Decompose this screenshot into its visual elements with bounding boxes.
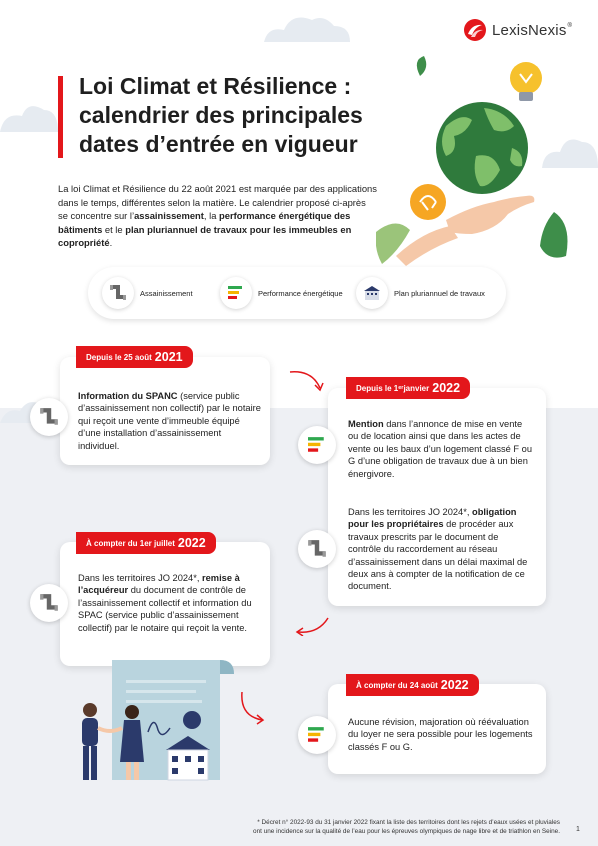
pipe-icon bbox=[30, 398, 68, 436]
brand-logo bbox=[463, 18, 572, 42]
pipe-icon bbox=[30, 584, 68, 622]
pill-label: À compter du 1er juillet bbox=[86, 538, 175, 548]
pill-year: 2022 bbox=[177, 536, 206, 550]
card-text-2021 bbox=[78, 390, 263, 452]
card-body: dans l’annonce de mise en vente ou de location ainsi que dans les actes de vente ou les baux d’un logement classé F ou G d’une obligation de travaux due à un bien énergivore. bbox=[348, 419, 532, 479]
title-accent-bar bbox=[58, 76, 63, 158]
lightbulb-icon bbox=[510, 62, 542, 94]
pill-sup: er bbox=[398, 385, 404, 391]
card-text-2022-janvier-2 bbox=[348, 506, 533, 593]
title-line-3: dates d’entrée en vigueur bbox=[79, 131, 358, 157]
leaf-icon bbox=[540, 212, 568, 258]
pill-label: Depuis le 25 août bbox=[86, 352, 152, 362]
lexisnexis-logo-icon bbox=[463, 18, 487, 42]
legend-item-performance bbox=[220, 277, 343, 309]
date-pill-2022-janvier bbox=[346, 377, 470, 399]
curved-arrow-icon bbox=[288, 368, 328, 394]
energy-label-icon bbox=[298, 716, 336, 754]
card-bold: remise à l’acquéreur bbox=[78, 573, 240, 596]
energy-label-icon bbox=[298, 426, 336, 464]
energy-label-icon bbox=[220, 277, 252, 309]
contract-handshake-illustration bbox=[70, 650, 240, 790]
brand-name: LexisNexis bbox=[492, 21, 567, 39]
legend-item-plan bbox=[356, 277, 485, 309]
intro-paragraph bbox=[58, 182, 378, 250]
date-pill-2022-juillet bbox=[76, 532, 216, 554]
intro-text-3: et le bbox=[102, 223, 126, 235]
legend-item-assainissement bbox=[102, 277, 193, 309]
legend-bar bbox=[88, 267, 506, 319]
legend-label-plan: Plan pluriannuel de travaux bbox=[394, 288, 485, 298]
date-pill-2022-aout bbox=[346, 674, 479, 696]
date-pill-2021 bbox=[76, 346, 193, 368]
footnote-line-1: * Décret n° 2022-93 du 31 janvier 2022 fixant la liste des territoires dont les rejets d’eaux usées et pluviales bbox=[257, 819, 560, 826]
earth-hand-illustration bbox=[376, 56, 576, 272]
cloud-decoration-top bbox=[262, 10, 352, 44]
building-icon bbox=[356, 277, 388, 309]
card-body: Dans les territoires JO 2024*, bbox=[78, 573, 203, 583]
title-line-1: Loi Climat et Résilience : bbox=[79, 73, 352, 99]
footnote-line-2: ont une incidence sur la qualité de l’eau pour les épreuves olympiques de nage libre et de triathlon en Seine. bbox=[253, 828, 560, 835]
footnote bbox=[190, 818, 560, 836]
curved-arrow-icon bbox=[236, 690, 268, 726]
intro-text-1: La loi Climat et Résilience du 22 août 2021 est marquée par des applications dans le temps, différentes selon la matière. Le calendrier proposé ci-après se concentre sur l’ bbox=[58, 183, 377, 222]
intro-bold-1: assainissement bbox=[134, 210, 204, 222]
intro-text-4: . bbox=[109, 237, 113, 249]
intro-bold-3: plan pluriannuel de travaux pour les immeubles en copropriété bbox=[58, 223, 352, 249]
pill-label: Depuis le 1 bbox=[356, 383, 399, 393]
page-number: 1 bbox=[576, 826, 580, 833]
page-title bbox=[79, 72, 399, 159]
card-body-2: de procéder aux travaux prescrits par le document de contrôle du raccordement au réseau d’assainissement dans un délai maximal de deux ans à compter de la notification de ce document. bbox=[348, 519, 528, 592]
pipe-icon bbox=[298, 530, 336, 568]
card-bold: obligation pour les propriétaires bbox=[348, 507, 517, 530]
card-bold: Information du SPANC bbox=[78, 391, 178, 401]
intro-text-2: , la bbox=[203, 210, 220, 222]
card-body: Dans les territoires JO 2024*, bbox=[348, 507, 473, 517]
pill-year: 2022 bbox=[440, 678, 469, 692]
leaf-icon bbox=[417, 56, 426, 76]
card-text-2022-juillet bbox=[78, 572, 263, 634]
pill-year: 2022 bbox=[432, 381, 461, 395]
curved-arrow-icon bbox=[292, 614, 332, 636]
legend-label-assainissement: Assainissement bbox=[140, 288, 193, 298]
recycle-icon bbox=[410, 184, 446, 220]
card-text-2022-aout: Aucune révision, majoration où réévaluation du loyer ne sera possible pour les logements classés F ou G. bbox=[348, 717, 533, 752]
pill-label: À compter du 24 août bbox=[356, 680, 438, 690]
title-line-2: calendrier des principales bbox=[79, 102, 363, 128]
seal-icon bbox=[183, 711, 201, 729]
hand-icon bbox=[446, 196, 534, 234]
pill-label-2: janvier bbox=[403, 383, 430, 393]
card-body: (service public d’assainissement non collectif) par le notaire qui reçoit une vente d’immeuble équipé d’une installation d’assainissement individuel. bbox=[78, 391, 261, 451]
brand-registered-mark: ® bbox=[567, 23, 572, 29]
legend-label-performance: Performance énergétique bbox=[258, 288, 343, 298]
intro-bold-2: performance énergétique des bâtiments bbox=[58, 210, 351, 235]
person-icon bbox=[125, 705, 139, 719]
cloud-decoration-left bbox=[0, 98, 60, 134]
pill-year: 2021 bbox=[154, 350, 183, 364]
person-icon bbox=[83, 703, 97, 717]
card-bold: Mention bbox=[348, 419, 384, 429]
card-body-2: du document de contrôle de l’assainissement collectif et information du SPAC (service public d’assainissement collectif) par le notaire qui reçoit la vente. bbox=[78, 585, 252, 633]
pipe-icon bbox=[102, 277, 134, 309]
card-text-2022-janvier-1 bbox=[348, 418, 533, 480]
